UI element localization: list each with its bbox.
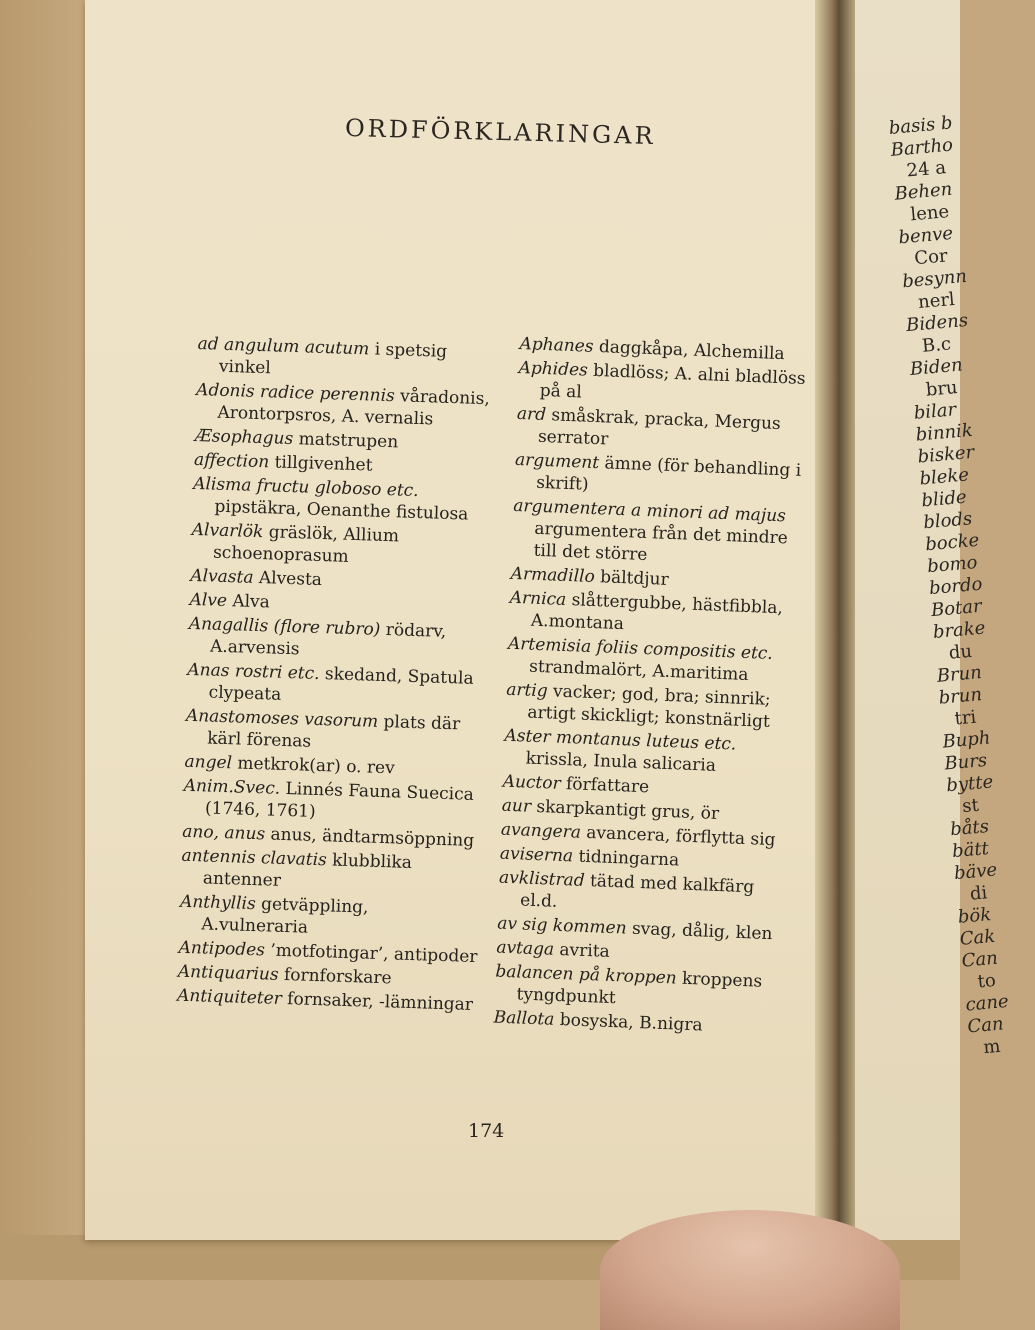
- entry-definition: i spetsig vinkel: [218, 339, 448, 379]
- entry-term: Anthyllis: [179, 891, 257, 915]
- entry-term: ard: [516, 403, 547, 426]
- entry-definition: ’motfotingar’, antipoder: [270, 940, 478, 968]
- entry-term: antennis clavatis: [181, 845, 328, 871]
- entry-term: aur: [501, 795, 532, 817]
- facing-page-fragment: Botar: [930, 595, 983, 622]
- entry-definition: småskrak, pracka, Mergus serrator: [537, 405, 782, 450]
- entry-definition: tillgivenhet: [274, 452, 373, 476]
- facing-page-fragment: bordo: [928, 573, 984, 600]
- entry-definition: ämne (för behandling i skrift): [535, 453, 802, 495]
- facing-page-fragment: bätt: [951, 838, 990, 863]
- facing-page-fragment: blide: [920, 486, 968, 512]
- entry-definition: getväppling, A.vulneraria: [201, 894, 369, 938]
- entry-term: Aphanes: [519, 333, 594, 357]
- facing-page-fragment: m: [982, 1035, 1002, 1059]
- facing-page-fragment: nerl: [917, 288, 956, 314]
- glossary-entry: [179, 891, 480, 944]
- facing-page-fragment: bleke: [918, 464, 970, 490]
- glossary-entry: [181, 845, 482, 898]
- glossary-entry: [195, 379, 496, 432]
- entry-term: ad angulum acutum: [197, 333, 370, 360]
- entry-definition: anus, ändtarmsöppning: [270, 824, 475, 851]
- entry-term: argument: [514, 449, 600, 474]
- glossary-entry: [192, 473, 493, 526]
- entry-definition: fornsaker, -lämningar: [286, 989, 474, 1015]
- entry-definition: Alva: [232, 591, 271, 613]
- facing-page-fragment: 24 a: [905, 157, 947, 182]
- facing-page-fragment: bilar: [912, 399, 957, 424]
- entry-definition: avrita: [559, 939, 611, 962]
- glossary-column-right: [493, 333, 808, 1042]
- glossary-entry: [197, 333, 498, 386]
- thumb: [600, 1210, 900, 1330]
- facing-page-fragment: Burs: [943, 749, 988, 775]
- facing-page-fragment: Bidens: [905, 309, 969, 337]
- facing-page-fragment: basis b: [888, 112, 954, 139]
- entry-definition: tidningarna: [578, 846, 680, 871]
- glossary-entry: [188, 613, 489, 666]
- entry-term: aviserna: [499, 843, 574, 867]
- facing-page-fragment: bisker: [916, 441, 976, 468]
- facing-page-fragment: bytte: [945, 771, 994, 797]
- facing-page-fragment: Can: [960, 947, 999, 972]
- facing-page-fragment: tri: [953, 706, 978, 730]
- entry-term: av sig kommen: [496, 913, 627, 939]
- facing-page-fragment: du: [947, 640, 973, 664]
- entry-definition: författare: [565, 774, 650, 798]
- facing-page-fragment: båts: [949, 815, 990, 841]
- page-number: 174: [468, 1120, 505, 1142]
- glossary-entry: [183, 775, 484, 828]
- entry-term: argumentera a minori ad majus: [512, 495, 787, 527]
- entry-definition: bosyska, B.nigra: [559, 1010, 703, 1036]
- entry-term: Anim.Svec.: [183, 775, 281, 799]
- entry-term: Auctor: [502, 771, 562, 794]
- entry-definition: svag, dålig, klen: [631, 918, 773, 945]
- facing-book-page: [850, 0, 1010, 1240]
- entry-term: Aster montanus luteus etc.: [504, 725, 737, 755]
- facing-page-fragment: bök: [957, 904, 993, 928]
- entry-definition: skarpkantigt grus, ör: [536, 796, 720, 824]
- facing-page-fragment: st: [961, 794, 980, 818]
- entry-term: Alvasta: [190, 565, 254, 588]
- entry-definition: matstrupen: [298, 429, 399, 453]
- facing-page-fragment: brake: [932, 617, 987, 643]
- entry-definition: avancera, förflytta sig: [585, 822, 776, 851]
- entry-definition: slåttergubbe, hästfibbla, A.montana: [530, 590, 784, 635]
- entry-term: avtaga: [496, 937, 555, 960]
- entry-definition: kroppens tyngdpunkt: [516, 968, 763, 1009]
- entry-definition: pipstäkra, Oenanthe fistulosa: [214, 496, 469, 525]
- entry-term: Ballota: [493, 1007, 555, 1030]
- glossary-entry: [511, 495, 801, 572]
- entry-definition: gräslök, Allium schoenoprasum: [212, 522, 400, 567]
- facing-page-fragment: Brun: [935, 661, 983, 687]
- entry-term: angel: [184, 751, 233, 774]
- entry-definition: vacker; god, bra; sinnrik; artigt skickligt; konstnärligt: [527, 681, 771, 732]
- facing-page-fragment: brun: [937, 684, 983, 709]
- facing-page-fragment: to: [976, 969, 997, 993]
- entry-definition: strandmalört, A.maritima: [528, 656, 749, 686]
- entry-definition: bladlöss; A. alni bladlöss på al: [539, 360, 806, 403]
- entry-definition: metkrok(ar) o. rev: [237, 753, 396, 779]
- facing-page-text: [888, 112, 1035, 1060]
- entry-term: Alvarlök: [191, 519, 264, 543]
- entry-definition: argumentera från det mindre till det större: [533, 518, 789, 566]
- facing-page-fragment: cane: [964, 990, 1010, 1016]
- entry-definition: daggkåpa, Alchemilla: [598, 337, 786, 365]
- entry-term: Antiquarius: [177, 961, 279, 985]
- facing-page-fragment: Can: [966, 1013, 1005, 1038]
- facing-page-fragment: bomo: [926, 551, 979, 578]
- facing-page-fragment: bocke: [924, 529, 981, 556]
- entry-term: avklistrad: [498, 867, 586, 891]
- entry-term: Antiquiteter: [176, 985, 283, 1009]
- entry-term: Arnica: [509, 587, 567, 610]
- entry-term: affection: [193, 449, 270, 473]
- entry-definition: våradonis, Arontorpsros, A. vernalis: [217, 386, 491, 430]
- facing-page-fragment: Cak: [958, 925, 997, 950]
- entry-term: Anas rostri etc.: [187, 659, 320, 684]
- entry-definition: bältdjur: [599, 567, 670, 590]
- book-gutter: [815, 0, 855, 1240]
- facing-page-fragment: Behen: [893, 178, 954, 205]
- facing-page-fragment: benve: [897, 222, 954, 249]
- facing-page-fragment: Biden: [909, 354, 964, 380]
- facing-page-fragment: lene: [909, 201, 950, 226]
- facing-page-fragment: B.c: [921, 333, 952, 357]
- entry-definition: rödarv, A.arvensis: [209, 620, 447, 660]
- entry-definition: plats där kärl förenas: [206, 712, 461, 752]
- entry-term: Artemisia foliis compositis etc.: [507, 633, 774, 664]
- glossary-entry: [186, 659, 487, 712]
- page-heading: ORDFÖRKLARINGAR: [344, 113, 657, 151]
- facing-page-fragment: Bartho: [889, 134, 954, 161]
- entry-term: Anastomoses vasorum: [185, 705, 379, 732]
- entry-term: ano, anus: [182, 821, 266, 845]
- entry-definition: Linnés Fauna Suecica (1746, 1761): [204, 778, 475, 822]
- entry-term: artig: [505, 679, 549, 702]
- entry-term: Æsophagus: [194, 425, 294, 450]
- entry-term: Adonis radice perennis: [195, 379, 396, 407]
- entry-term: Alve: [189, 589, 228, 612]
- glossary-entry: [191, 519, 492, 572]
- glossary-column-left: [177, 333, 498, 1018]
- entry-definition: Alvesta: [258, 568, 323, 591]
- facing-page-fragment: bäve: [953, 859, 998, 885]
- entry-definition: klubblika antenner: [202, 850, 413, 891]
- facing-page-fragment: Cor: [913, 245, 949, 270]
- facing-page-fragment: bru: [924, 377, 959, 401]
- entry-definition: skedand, Spatula clypeata: [208, 664, 474, 705]
- facing-page-fragment: blods: [922, 508, 974, 534]
- entry-term: avangera: [500, 819, 582, 843]
- entry-definition: krissla, Inula salicaria: [525, 748, 717, 776]
- facing-page-fragment: binnik: [914, 419, 974, 446]
- entry-term: Aphides: [518, 357, 589, 381]
- facing-page-fragment: Buph: [941, 727, 992, 753]
- entry-term: Antipodes: [178, 937, 266, 961]
- facing-page-fragment: besynn: [901, 265, 968, 293]
- entry-term: balancen på kroppen: [495, 961, 678, 989]
- entry-term: Alisma fructu globoso etc.: [192, 473, 419, 502]
- glossary-entry: [185, 705, 486, 758]
- entry-definition: tätad med kalkfärg el.d.: [519, 871, 755, 912]
- entry-term: Anagallis (flore rubro): [188, 613, 381, 640]
- entry-definition: fornforskare: [283, 965, 392, 989]
- facing-page-fragment: di: [969, 882, 989, 905]
- entry-term: Armadillo: [510, 563, 596, 588]
